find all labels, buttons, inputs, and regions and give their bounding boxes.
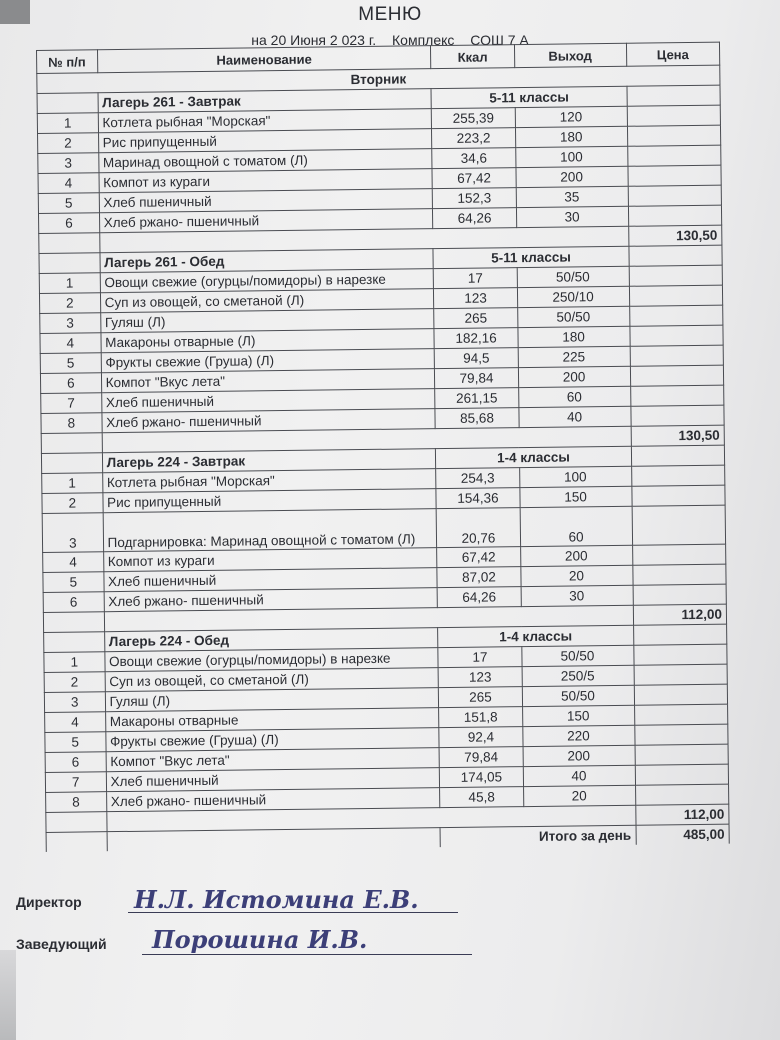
row-number: 8 xyxy=(41,413,102,434)
row-number: 2 xyxy=(44,672,105,693)
dish-name: Компот из кураги xyxy=(99,169,433,193)
col-output: Выход xyxy=(514,43,626,67)
dish-price xyxy=(630,345,724,366)
section-total: 112,00 xyxy=(633,604,727,625)
dish-price xyxy=(629,305,723,326)
row-number: 2 xyxy=(38,133,99,154)
dish-name: Хлеб пшеничный xyxy=(103,568,437,592)
dish-name: Рис припущенный xyxy=(98,129,432,153)
dish-price xyxy=(628,185,722,206)
dish-price xyxy=(632,564,726,585)
section-total: 112,00 xyxy=(635,804,729,825)
section-group: 1-4 классы xyxy=(438,625,633,647)
dish-output: 50/50 xyxy=(522,685,634,706)
dish-price xyxy=(634,684,728,705)
dish-price xyxy=(630,405,724,426)
dish-kcal: 123 xyxy=(434,288,517,309)
dish-name: Компот "Вкус лета" xyxy=(101,369,435,393)
dish-kcal: 79,84 xyxy=(439,747,522,768)
row-number: 4 xyxy=(38,173,99,194)
dish-output: 150 xyxy=(519,486,631,507)
col-price: Цена xyxy=(626,42,720,66)
manager-signature-text: Порошина И.В. xyxy=(152,925,368,954)
dish-name: Гуляш (Л) xyxy=(100,309,434,333)
menu-date: на 20 Июня 2 023 г. xyxy=(251,32,377,48)
dish-output: 50/50 xyxy=(517,266,629,287)
dish-output: 30 xyxy=(516,206,628,227)
dish-name: Хлеб ржано- пшеничный xyxy=(102,409,436,433)
dish-price xyxy=(634,664,728,685)
dish-kcal: 64,26 xyxy=(433,208,516,229)
row-number: 3 xyxy=(38,153,99,174)
dish-output: 30 xyxy=(521,585,633,606)
dish-output: 250/10 xyxy=(517,286,629,307)
row-number: 4 xyxy=(40,333,101,354)
dish-kcal: 123 xyxy=(438,667,521,688)
menu-body xyxy=(37,65,729,852)
page-title: МЕНЮ xyxy=(358,4,422,25)
dish-kcal: 265 xyxy=(434,308,517,329)
dish-price xyxy=(634,724,728,745)
section-price-blank xyxy=(628,245,722,266)
dish-kcal: 254,3 xyxy=(436,468,519,489)
day-name: Вторник xyxy=(37,65,720,93)
dish-output: 20 xyxy=(523,785,635,806)
dish-name: Суп из овощей, со сметаной (Л) xyxy=(100,289,434,313)
dish-price xyxy=(627,125,721,146)
row-number: 3 xyxy=(40,313,101,334)
section-price-blank xyxy=(627,85,721,106)
dish-kcal: 17 xyxy=(434,268,517,289)
dish-output: 200 xyxy=(523,745,635,766)
dish-price xyxy=(629,325,723,346)
dish-price xyxy=(632,505,726,545)
dish-price xyxy=(634,704,728,725)
dish-kcal: 85,68 xyxy=(435,408,518,429)
dish-kcal: 67,42 xyxy=(437,547,520,568)
section-title: Лагерь 261 - Завтрак xyxy=(98,89,432,113)
dish-kcal: 20,76 xyxy=(437,508,521,548)
dish-kcal: 255,39 xyxy=(432,108,515,129)
dish-price xyxy=(635,764,729,785)
row-number: 5 xyxy=(43,572,104,593)
row-number: 6 xyxy=(45,752,106,773)
section-title: Лагерь 261 - Обед xyxy=(100,249,434,273)
row-number: 7 xyxy=(45,772,106,793)
dish-output: 220 xyxy=(522,725,634,746)
dish-kcal: 64,26 xyxy=(437,587,520,608)
dish-kcal: 261,15 xyxy=(435,388,518,409)
dish-name: Хлеб пшеничный xyxy=(101,389,435,413)
dish-output: 200 xyxy=(516,166,628,187)
dish-price xyxy=(627,145,721,166)
dish-output: 225 xyxy=(518,346,630,367)
dish-output: 35 xyxy=(516,186,628,207)
dish-kcal: 223,2 xyxy=(432,128,515,149)
dish-output: 60 xyxy=(518,386,630,407)
dish-output: 250/5 xyxy=(522,665,634,686)
dish-price xyxy=(631,465,725,486)
complex-label: Комплекс xyxy=(392,32,455,48)
dish-output: 40 xyxy=(523,765,635,786)
total-spacer xyxy=(39,233,100,254)
paper-shadow xyxy=(0,950,16,1040)
col-name: Наименование xyxy=(97,46,431,73)
dish-price xyxy=(628,205,722,226)
dish-kcal: 265 xyxy=(439,687,522,708)
dish-price xyxy=(630,385,724,406)
grand-blank xyxy=(107,828,441,852)
day-total: 485,00 xyxy=(636,824,730,845)
dish-name: Фрукты свежие (Груша) (Л) xyxy=(101,349,435,373)
menu-table xyxy=(36,42,730,852)
dish-name: Хлеб ржано- пшеничный xyxy=(104,588,438,612)
row-number: 4 xyxy=(45,712,106,733)
row-number: 1 xyxy=(44,652,105,673)
manager-signature xyxy=(146,920,506,960)
dish-output: 180 xyxy=(518,326,630,347)
dish-output: 50/50 xyxy=(521,645,633,666)
dish-name: Суп из овощей, со сметаной (Л) xyxy=(105,668,439,692)
row-number: 1 xyxy=(39,273,100,294)
section-spacer xyxy=(44,632,105,653)
col-number: № п/п xyxy=(37,50,98,74)
school-name: СОШ 7 А xyxy=(470,32,529,48)
total-spacer xyxy=(43,612,104,633)
row-number: 7 xyxy=(41,393,102,414)
dish-kcal: 67,42 xyxy=(432,168,515,189)
dish-name: Компот из кураги xyxy=(103,548,437,572)
dish-name: Макароны отварные (Л) xyxy=(101,329,435,353)
dish-output: 20 xyxy=(520,565,632,586)
section-spacer xyxy=(37,93,98,114)
dish-price xyxy=(635,744,729,765)
dish-name: Хлеб ржано- пшеничный xyxy=(99,209,433,233)
dish-name: Гуляш (Л) xyxy=(105,688,439,712)
dish-output: 60 xyxy=(520,506,632,546)
dish-output: 100 xyxy=(515,146,627,167)
manager-label: Заведующий xyxy=(16,936,107,952)
dish-name: Подгарнировка: Маринад овощной с томатом (Л) xyxy=(103,509,437,552)
dish-kcal: 152,3 xyxy=(433,188,516,209)
dish-price xyxy=(633,584,727,605)
row-number: 5 xyxy=(38,193,99,214)
dish-kcal: 45,8 xyxy=(440,787,523,808)
dish-name: Хлеб пшеничный xyxy=(106,768,440,792)
dish-name: Овощи свежие (огурцы/помидоры) в нарезке xyxy=(100,269,434,293)
director-label: Директор xyxy=(16,894,82,910)
dish-name: Компот "Вкус лета" xyxy=(106,748,440,772)
dish-price xyxy=(631,485,725,506)
dish-price xyxy=(629,265,723,286)
section-total: 130,50 xyxy=(628,225,722,246)
dish-price xyxy=(635,784,729,805)
dish-price xyxy=(627,105,721,126)
director-signature-text: Н.Л. Истомина Е.В. xyxy=(134,885,419,914)
dish-kcal: 79,84 xyxy=(435,368,518,389)
dish-price xyxy=(632,544,726,565)
row-number: 1 xyxy=(42,473,103,494)
section-group: 5-11 классы xyxy=(431,86,626,108)
section-price-blank xyxy=(631,445,725,466)
dish-kcal: 182,16 xyxy=(434,328,517,349)
dish-price xyxy=(627,165,721,186)
section-spacer xyxy=(39,253,100,274)
dish-name: Маринад овощной с томатом (Л) xyxy=(98,149,432,173)
dish-kcal: 151,8 xyxy=(439,707,522,728)
dish-output: 180 xyxy=(515,126,627,147)
dish-name: Котлета рыбная "Морская" xyxy=(102,469,436,493)
dish-output: 100 xyxy=(519,466,631,487)
row-number: 6 xyxy=(43,592,104,613)
dish-kcal: 92,4 xyxy=(439,727,522,748)
section-total: 130,50 xyxy=(631,425,725,446)
section-price-blank xyxy=(633,624,727,645)
col-kcal: Ккал xyxy=(431,45,514,69)
row-number: 2 xyxy=(39,293,100,314)
row-number: 3 xyxy=(42,513,103,553)
grand-spacer xyxy=(46,832,107,852)
row-number: 4 xyxy=(43,552,104,573)
dish-name: Фрукты свежие (Груша) (Л) xyxy=(105,728,439,752)
dish-price xyxy=(630,365,724,386)
dish-price xyxy=(633,644,727,665)
dish-output: 40 xyxy=(518,406,630,427)
row-number: 8 xyxy=(46,792,107,813)
dish-name: Хлеб пшеничный xyxy=(99,189,433,213)
dish-kcal: 94,5 xyxy=(435,348,518,369)
row-number: 6 xyxy=(40,373,101,394)
dish-name: Рис припущенный xyxy=(103,489,437,513)
section-spacer xyxy=(41,453,102,474)
section-group: 5-11 классы xyxy=(433,246,628,268)
dish-name: Макароны отварные xyxy=(105,708,439,732)
row-number: 6 xyxy=(38,213,99,234)
section-title: Лагерь 224 - Завтрак xyxy=(102,449,436,473)
row-number: 3 xyxy=(44,692,105,713)
dish-name: Овощи свежие (огурцы/помидоры) в нарезке xyxy=(104,648,438,672)
dish-name: Хлеб ржано- пшеничный xyxy=(106,788,440,812)
director-signature xyxy=(128,880,488,920)
dish-output: 200 xyxy=(518,366,630,387)
dish-kcal: 87,02 xyxy=(437,567,520,588)
row-number: 5 xyxy=(40,353,101,374)
dish-output: 120 xyxy=(515,106,627,127)
dish-price xyxy=(629,285,723,306)
dish-kcal: 154,36 xyxy=(436,488,519,509)
section-group: 1-4 классы xyxy=(436,446,631,468)
section-title: Лагерь 224 - Обед xyxy=(104,628,438,652)
total-spacer xyxy=(41,433,102,454)
dish-kcal: 174,05 xyxy=(440,767,523,788)
dish-output: 150 xyxy=(522,705,634,726)
dish-kcal: 34,6 xyxy=(432,148,515,169)
row-number: 2 xyxy=(42,493,103,514)
dish-output: 50/50 xyxy=(517,306,629,327)
row-number: 1 xyxy=(37,113,98,134)
dish-output: 200 xyxy=(520,545,632,566)
total-spacer xyxy=(46,812,107,833)
dish-kcal: 17 xyxy=(438,647,521,668)
day-total-label: Итого за день xyxy=(440,825,635,847)
dish-name: Котлета рыбная "Морская" xyxy=(98,109,432,133)
menu-sheet xyxy=(36,42,730,852)
row-number: 5 xyxy=(45,732,106,753)
